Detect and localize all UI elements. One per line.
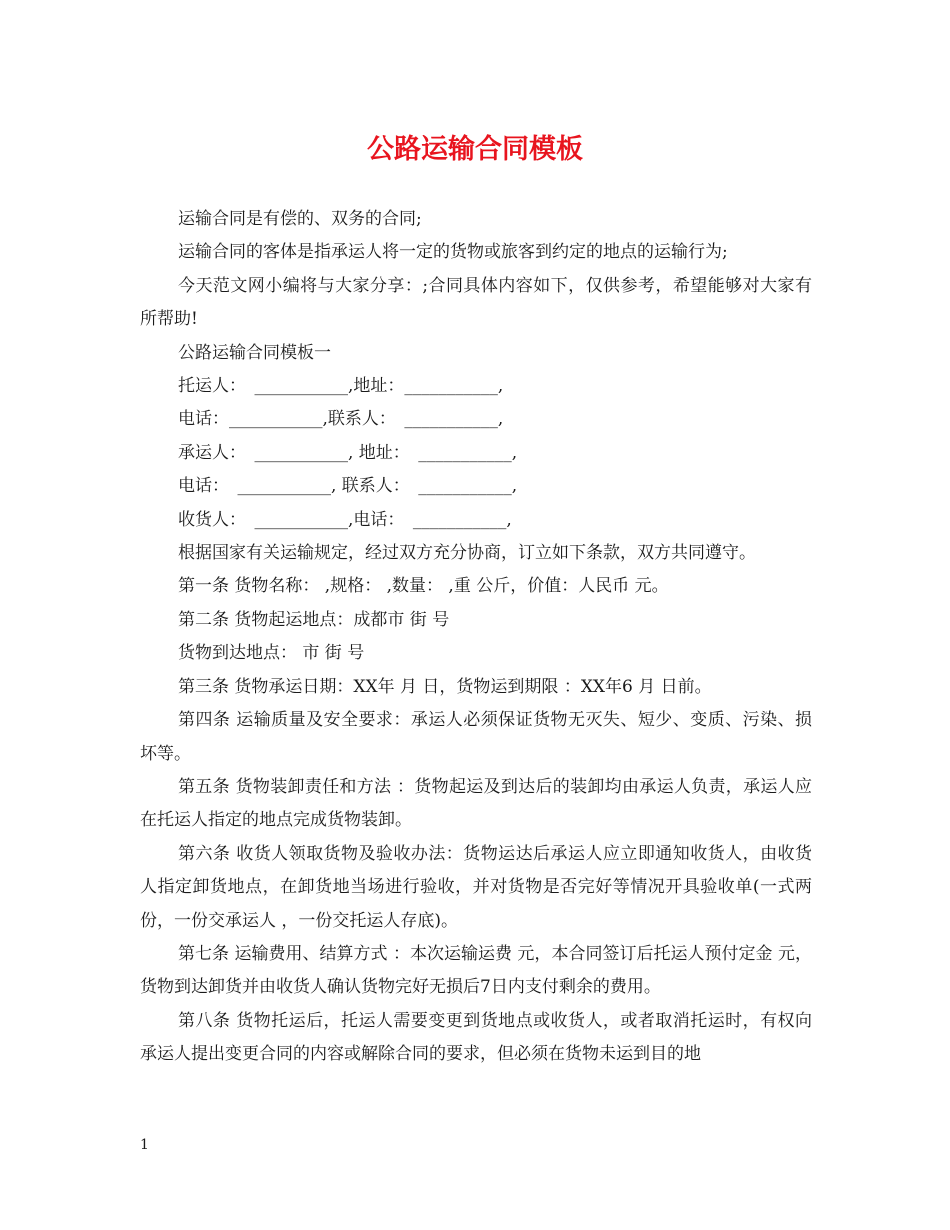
paragraph: 今天范文网小编将与大家分享：;合同具体内容如下，仅供参考，希望能够对大家有所帮助! xyxy=(140,275,812,330)
paragraph: 第一条 货物名称： ,规格： ,数量： ,重 公斤，价值：人民币 元。 xyxy=(178,576,669,597)
paragraph: 第二条 货物起运地点：成都市 街 号 xyxy=(178,609,450,630)
document-body xyxy=(140,203,812,1072)
paragraph: 托运人： ___________,地址：___________, xyxy=(178,376,504,397)
paragraph: 货物到达地点： 市 街 号 xyxy=(178,643,365,664)
document-title: 公路运输合同模板 xyxy=(367,134,583,165)
paragraph: 电话：___________,联系人： ___________, xyxy=(178,409,504,430)
paragraph: 运输合同的客体是指承运人将一定的货物或旅客到约定的地点的运输行为; xyxy=(178,242,728,263)
paragraph: 第五条 货物装卸责任和方法 ：货物起运及到达后的装卸均由承运人负责，承运人应在托运人指定的地点完成货物装卸。 xyxy=(140,776,812,831)
paragraph: 承运人： ___________, 地址： ___________, xyxy=(178,442,518,463)
paragraph: 收货人： ___________,电话： ___________, xyxy=(178,509,512,530)
paragraph: 第三条 货物承运日期：XX年 月 日，货物运到期限 ：XX年6 月 日前。 xyxy=(178,676,712,697)
paragraph: 根据国家有关运输规定，经过双方充分协商，订立如下条款，双方共同遵守。 xyxy=(178,543,756,564)
page-number: 1 xyxy=(140,1137,149,1153)
paragraph: 运输合同是有偿的、双务的合同; xyxy=(178,209,422,229)
paragraph: 第八条 货物托运后，托运人需要变更到货地点或收货人，或者取消托运时，有权向承运人提出变更合同的内容或解除合同的要求，但必须在货物未运到目的地 xyxy=(140,1010,812,1065)
paragraph: 电话： ___________, 联系人： ___________, xyxy=(178,476,518,497)
paragraph: 第四条 运输质量及安全要求：承运人必须保证货物无灭失、短少、变质、污染、损坏等。 xyxy=(140,710,812,764)
paragraph: 第六条 收货人领取货物及验收办法：货物运达后承运人应立即通知收货人，由收货人指定卸货地点，在卸货地当场进行验收，并对货物是否完好等情况开具验收单(一式两份，一份交承运人 ，一份交托运人存底)。 xyxy=(140,843,812,931)
paragraph: 第七条 运输费用、结算方式 ：本次运输运费 元，本合同签订后托运人预付定金 元，货物到达卸货并由收货人确认货物完好无损后7日内支付剩余的费用。 xyxy=(140,943,812,998)
paragraph: 公路运输合同模板一 xyxy=(178,342,331,363)
